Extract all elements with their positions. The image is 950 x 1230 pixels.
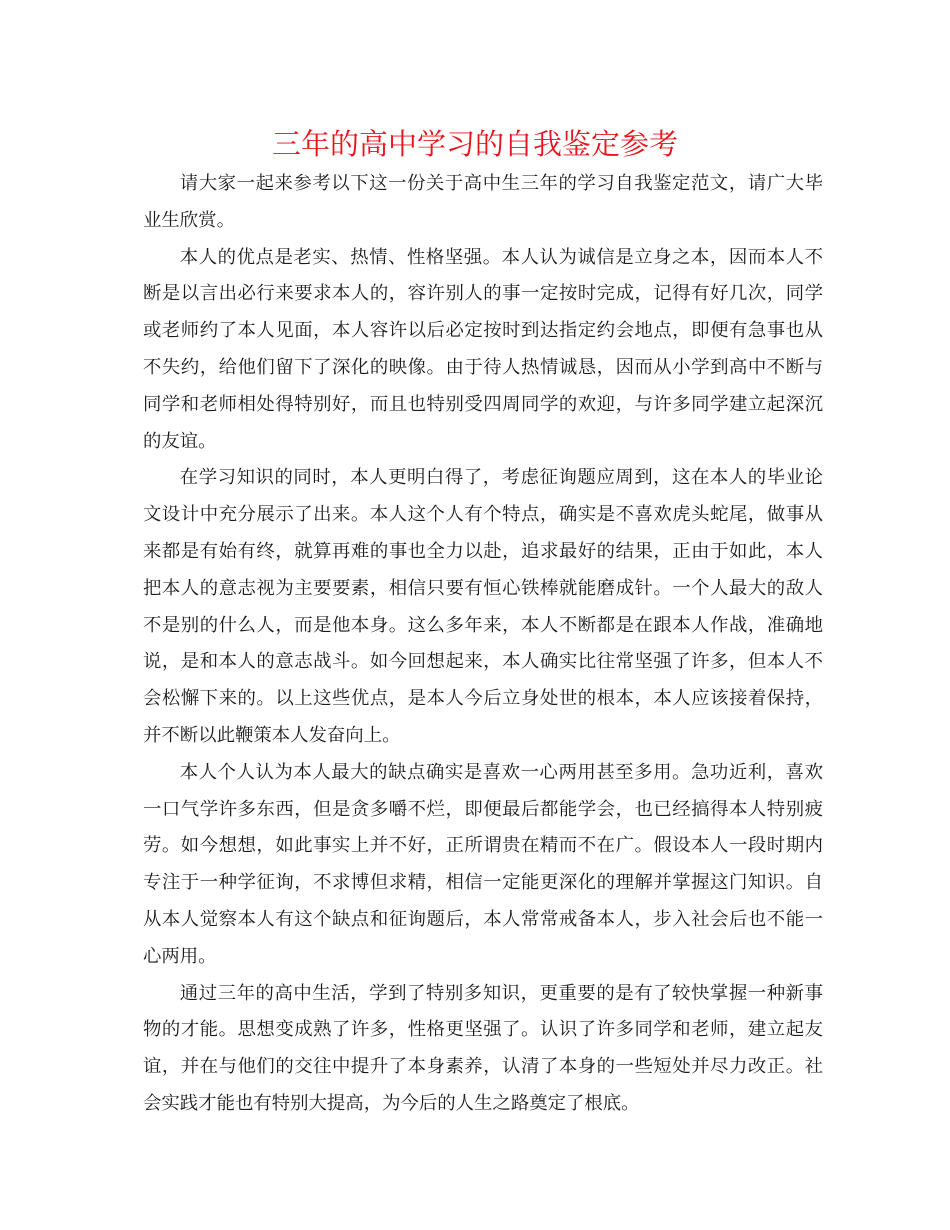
document-body	[143, 166, 823, 1123]
paragraph-strengths: 本人的优点是老实、热情、性格坚强。本人认为诚信是立身之本，因而本人不断是以言出必行来要求本人的，容许别人的事一定按时完成，记得有好几次，同学或老师约了本人见面，本人容许以后必定按时到达指定约会地点，即便有急事也从不失约，给他们留下了深化的映像。由于待人热情诚恳，因而从小学到高中不断与同学和老师相处得特别好，而且也特别受四周同学的欢迎，与许多同学建立起深沉的友谊。	[143, 246, 823, 452]
document-title: 三年的高中学习的自我鉴定参考	[271, 127, 678, 161]
paragraph-summary: 通过三年的高中生活，学到了特别多知识，更重要的是有了较快掌握一种新事物的才能。思想变成熟了许多，性格更坚强了。认识了许多同学和老师，建立起友谊，并在与他们的交往中提升了本身素养，认清了本身的一些短处并尽力改正。社会实践才能也有特别大提高，为今后的人生之路奠定了根底。	[143, 982, 823, 1114]
paragraph-intro: 请大家一起来参考以下这一份关于高中生三年的学习自我鉴定范文，请广大毕业生欣赏。	[143, 173, 823, 231]
paragraph-study-attitude: 在学习知识的同时，本人更明白得了，考虑征询题应周到，这在本人的毕业论文设计中充分展示了出来。本人这个人有个特点，确实是不喜欢虎头蛇尾，做事从来都是有始有终，就算再难的事也全力以赴，追求最好的结果，正由于如此，本人把本人的意志视为主要要素，相信只要有恒心铁棒就能磨成针。一个人最大的敌人不是别的什么人，而是他本身。这么多年来，本人不断都是在跟本人作战，准确地说，是和本人的意志战斗。如今回想起来，本人确实比往常坚强了许多，但本人不会松懈下来的。以上这些优点，是本人今后立身处世的根本，本人应该接着保持，并不断以此鞭策本人发奋向上。	[143, 467, 823, 746]
paragraph-weaknesses: 本人个人认为本人最大的缺点确实是喜欢一心两用甚至多用。急功近利，喜欢一口气学许多东西，但是贪多嚼不烂，即便最后都能学会，也已经搞得本人特别疲劳。如今想想，如此事实上并不好，正所谓贵在精而不在广。假设本人一段时期内专注于一种学征询，不求博但求精，相信一定能更深化的理解并掌握这门知识。自从本人觉察本人有这个缺点和征询题后，本人常常戒备本人，步入社会后也不能一心两用。	[143, 761, 823, 967]
